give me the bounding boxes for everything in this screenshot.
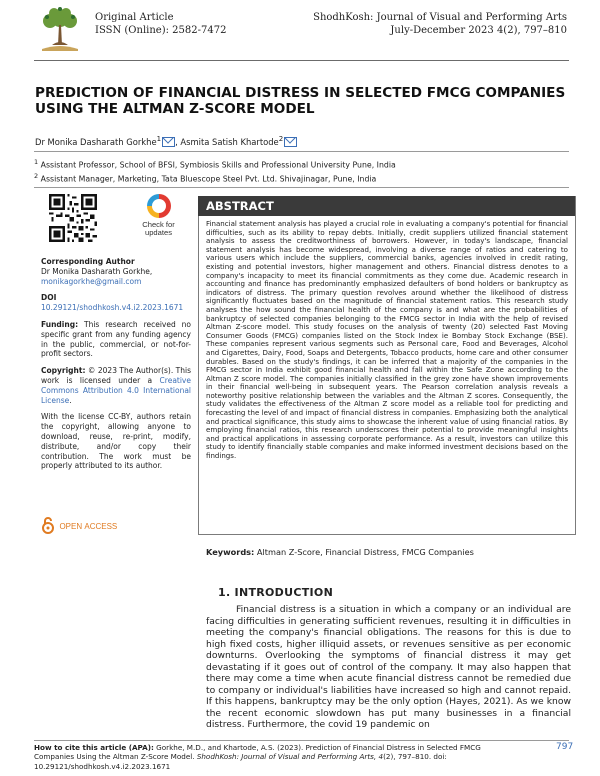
affiliation-2-text: Assistant Manager, Marketing, Tata Bluescope Steel Pvt. Ltd. Shivajinagar, Pune, India: [40, 174, 377, 184]
open-access-label: [59, 522, 117, 531]
check-for-updates-icon: [147, 194, 171, 218]
check-for-updates-badge[interactable]: [131, 194, 186, 248]
doi-link[interactable]: 10.29121/shodhkosh.v4.i2.2023.1671: [41, 303, 184, 313]
mail-icon[interactable]: [284, 137, 297, 147]
license-paragraph: With the license CC-BY, authors retain the copyright, allowing anyone to download, reuse, re-print, modify, distribute, and/or copy their contribution. The work must be properly attributed to its author.: [41, 412, 191, 471]
affiliation-1: [34, 157, 396, 171]
corresponding-author-email[interactable]: monikagorkhe@gmail.com: [41, 276, 142, 286]
authors-line: [35, 135, 297, 147]
check-for-updates-line-2: updates: [144, 228, 173, 237]
open-access-access: ACCESS: [84, 522, 118, 532]
funding-statement: [41, 320, 191, 359]
journal-issue: July-December 2023 4(2), 797–810: [390, 25, 567, 36]
open-access-open: OPEN: [59, 522, 83, 532]
keywords: [206, 547, 474, 557]
keywords-label: Keywords:: [206, 547, 255, 557]
copyright-text: © 2023 The Author(s). This work is licensed under a: [41, 366, 191, 385]
affiliation-1-sup: 1: [34, 158, 39, 166]
check-for-updates-label: [131, 221, 186, 237]
open-access-badge: [41, 516, 121, 536]
copyright-statement: [41, 366, 191, 405]
article-type: Original Article: [95, 12, 174, 23]
author-1-sup: 1: [156, 135, 162, 143]
funding-label: Funding:: [41, 319, 79, 329]
citation-journal: ShodhKosh: Journal of Visual and Performing Arts, 4: [196, 752, 384, 762]
open-access-lock-icon: [41, 516, 55, 534]
author-separator: ,: [175, 136, 181, 147]
author-1[interactable]: Dr Monika Dasharath Gorkhe: [35, 136, 157, 147]
funding-text: This research received no specific grant from any funding agency in the public, commercial, or not-for-profit sectors.: [41, 319, 191, 359]
journal-name: ShodhKosh: Journal of Visual and Performing Arts: [313, 12, 567, 23]
check-for-updates-line-1: Check for: [142, 220, 175, 229]
page-number: 797: [556, 742, 574, 752]
citation-label: How to cite this article (APA):: [34, 743, 154, 752]
citation-end: (2), 797–810. doi: 10.29121/shodhkosh.v4.i2.2023.1671: [34, 752, 447, 771]
footer-divider: [34, 740, 569, 741]
article-title: PREDICTION OF FINANCIAL DISTRESS IN SELECTED FMCG COMPANIES USING THE ALTMAN Z-SCORE MODEL: [35, 85, 566, 117]
affiliations: [34, 157, 396, 184]
header-left: [95, 11, 226, 37]
affiliation-2: [34, 171, 396, 185]
corresponding-author-label: Corresponding Author: [41, 257, 135, 266]
article-info-sidebar: [41, 257, 191, 471]
corresponding-author-name: Dr Monika Dasharath Gorkhe,: [41, 266, 153, 276]
introduction-body: Financial distress is a situation in which a company or an individual are facing difficulties in generating sufficient revenues, resulting it in difficulties in meeting the company's financial obligations. The reasons for this is due to high fixed costs, higher illiquid assets, or revenues sensitive as per economic downturns. Overlooking the symptoms of financial distress it may get devastating if it goes out of control of the company. It may also happen that there may come a time when acute financial distress cannot be remedied due to company or individual's liabilities have increased so high and cannot repaid. If this happens, bankruptcy may be the only option (Hayes, 2021). As we know the recent economic slowdown has put many businesses in a financial distress. Furthermore, the covid 19 pandemic on: [206, 604, 571, 730]
issn: ISSN (Online): 2582-7472: [95, 25, 227, 36]
license-link[interactable]: Creative Commons Attribution 4.0 International License: [41, 375, 191, 405]
author-2-sup: 2: [278, 135, 284, 143]
mail-icon[interactable]: [162, 137, 175, 147]
abstract-text: Financial statement analysis has played a crucial role in evaluating a company's potential for financial difficulties, such as its ability to repay debts. Initially, credit suppliers utilized financial statement analysis to assess the creditworthiness of borrowers. However, in today's landscape, financial statement analysis has become widespread, involving a diverse range of ratios and catering to various users which include the suppliers, commercial banks, agencies involved in credit rating, existing and potential investors, higher management and others. Financial distress denotes to a company's incapacity to meet its financial commitments as they come due. Academic research in accounting and finance has predominantly emphasized defaulters of bond holders or bankruptcy as indicators of distress. The primary question revolves around whether the likelihood of distress significantly fluctuates based on the magnitude of financial statement ratios. This research study analyses the how sound the financial health of the company is and what are the probabilities of bankruptcy of selected companies belonging to the FMCG sector in India with the help of revised Altman Z-score model. This study focuses on the analysis of twenty (20) selected Fast Moving Consumer Goods (FMCG) companies listed on the Stock Index ie Bombay Stock Exchange (BSE). These companies represent various segments such as Personal care, Food and Beverages, Alcohol and Cigarettes, Dairy, Food, Soaps and Detergents, Tobacco products, home care and other consumer durables. Based on the study's findings, it can be inferred that a majority of the companies in the FMCG sector in India exhibit good financial health and fall within the Safe Zone according to the Altman Z score model. The companies initially classified in the grey zone have shown improvements in their financial well-being in subsequent years. The Pearson correlation analysis reveals a noteworthy positive relationship between the variables and the Altman Z scores. Consequently, the study validates the effectiveness of the Altman Z score model as a reliable tool for predicting and forecasting the level of and impact of financial distress in companies. Emphasizing both the analytical and practical significance, this study aims to showcase the inherent value of using financial ratios. By employing financial ratios, this research underscores their potential to provide meaningful insights and practical applications in assessing corporate performance. As a result, investors can utilize this study to identify financially stable companies and make informed investment decisions based on the findings.: [206, 219, 568, 461]
affiliation-divider-top: [34, 151, 569, 152]
abstract-heading: ABSTRACT: [198, 196, 575, 216]
header-divider: [34, 60, 569, 61]
qr-code-icon[interactable]: [49, 194, 97, 242]
citation-footer: [34, 743, 514, 771]
doi-label: DOI: [41, 293, 57, 303]
citation-text: Gorkhe, M.D., and Khartode, A.S. (2023). Prediction of Financial Distress in Selected FMCG Companies Using the Altman Z-Score Model.: [34, 743, 481, 762]
license-end: .: [69, 395, 72, 405]
affiliation-2-sup: 2: [34, 171, 39, 180]
header-right: [313, 11, 567, 37]
introduction-heading: 1. INTRODUCTION: [218, 586, 334, 599]
affiliation-divider-bottom: [34, 187, 569, 188]
keywords-text: Altman Z-Score, Financial Distress, FMCG Companies: [254, 547, 474, 557]
author-2[interactable]: Asmita Satish Khartode: [180, 136, 279, 147]
affiliation-1-text: Assistant Professor, School of BFSI, Symbiosis Skills and Professional University Pune, India: [40, 160, 396, 170]
journal-logo-tree-icon: [34, 5, 86, 53]
copyright-label: Copyright:: [41, 366, 86, 376]
